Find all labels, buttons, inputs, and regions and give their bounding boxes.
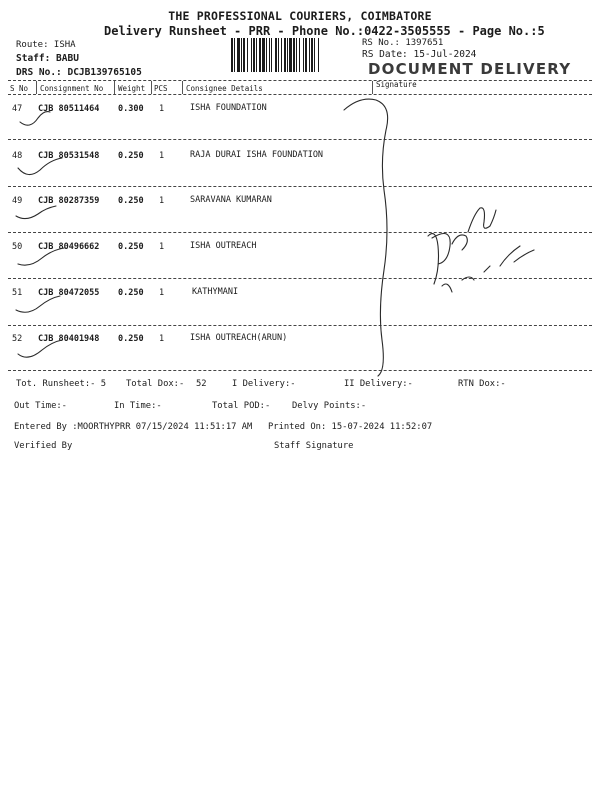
col-header-consignee: Consignee Details [186,84,263,93]
row-consignee: KATHYMANI [192,287,239,297]
out-time-label: Out Time:- [14,401,67,411]
row-pcs: 1 [159,104,165,114]
delvy-points-label: Delvy Points:- [292,401,367,411]
row-weight: 0.300 [118,104,144,114]
col-header-signature: Signature [376,80,417,89]
row-pcs: 1 [159,151,165,161]
signature-stroke [428,234,450,285]
runsheet-subtitle: Delivery Runsheet - PRR - Phone No.:0422-3505555 - Page No.:5 [104,24,545,38]
col-header-pcs: PCS [154,84,168,93]
row-weight: 0.250 [118,288,144,298]
in-time-label: In Time:- [114,401,162,411]
row-consignment: CJB 80496662 [38,242,100,252]
ii-delivery-label: II Delivery:- [344,379,413,389]
tick-mark [18,158,62,175]
tick-mark [18,248,64,265]
row-sno: 50 [12,242,23,252]
staff-signature-label: Staff Signature [274,441,354,451]
row-weight: 0.250 [118,151,144,161]
row-sno: 51 [12,288,23,298]
row-consignee: ISHA OUTREACH [190,241,257,251]
row-consignee: ISHA OUTREACH(ARUN) [190,333,288,343]
tick-mark [18,340,62,357]
document-title: THE PROFESSIONAL COURIERS, COIMBATORE [168,9,432,23]
row-consignee: ISHA FOUNDATION [190,103,267,113]
signature-stroke [344,99,388,376]
row-pcs: 1 [159,242,165,252]
row-consignment: CJB 80531548 [38,151,100,161]
drs-number: DRS No.: DCJB139765105 [16,67,142,78]
row-consignment: CJB 80511464 [38,104,100,114]
entered-by: Entered By :MOORTHYPRR 07/15/2024 11:51:17 AM [14,422,253,432]
rtn-dox-label: RTN Dox:- [458,379,506,389]
signature-stroke [452,208,496,250]
row-weight: 0.250 [118,334,144,344]
signature-stroke [442,246,534,292]
row-consignment: CJB 80472055 [38,288,100,298]
printed-on: Printed On: 15-07-2024 11:52:07 [268,422,433,432]
row-consignee: RAJA DURAI ISHA FOUNDATION [190,150,324,160]
tot-runsheet: Tot. Runsheet:- 5 [16,379,107,389]
row-sno: 47 [12,104,23,114]
row-sno: 48 [12,151,23,161]
total-dox-value: 52 [196,379,207,389]
verified-by-label: Verified By [14,441,73,451]
tick-mark [16,296,60,312]
route-label: Route: ISHA [16,40,76,50]
row-weight: 0.250 [118,196,144,206]
col-header-consignment: Consignment No [40,84,104,93]
row-pcs: 1 [159,334,165,344]
row-pcs: 1 [159,288,165,298]
row-sno: 52 [12,334,23,344]
row-pcs: 1 [159,196,165,206]
i-delivery-label: I Delivery:- [232,379,296,389]
rs-date: RS Date: 15-Jul-2024 [362,49,477,60]
row-consignment: CJB 80401948 [38,334,100,344]
col-header-sno: S No [10,84,29,93]
row-sno: 49 [12,196,23,206]
row-weight: 0.250 [118,242,144,252]
total-dox-label: Total Dox:- [126,379,185,389]
row-consignment: CJB 80287359 [38,196,100,206]
col-header-weight: Weight [118,84,146,93]
staff-label: Staff: BABU [16,53,79,64]
tick-mark [20,112,50,126]
rs-number: RS No.: 1397651 [362,38,444,48]
row-consignee: SARAVANA KUMARAN [190,195,272,205]
tick-mark [16,206,56,219]
document-delivery-stamp: DOCUMENT DELIVERY [368,60,572,78]
total-pod-label: Total POD:- [212,401,271,411]
